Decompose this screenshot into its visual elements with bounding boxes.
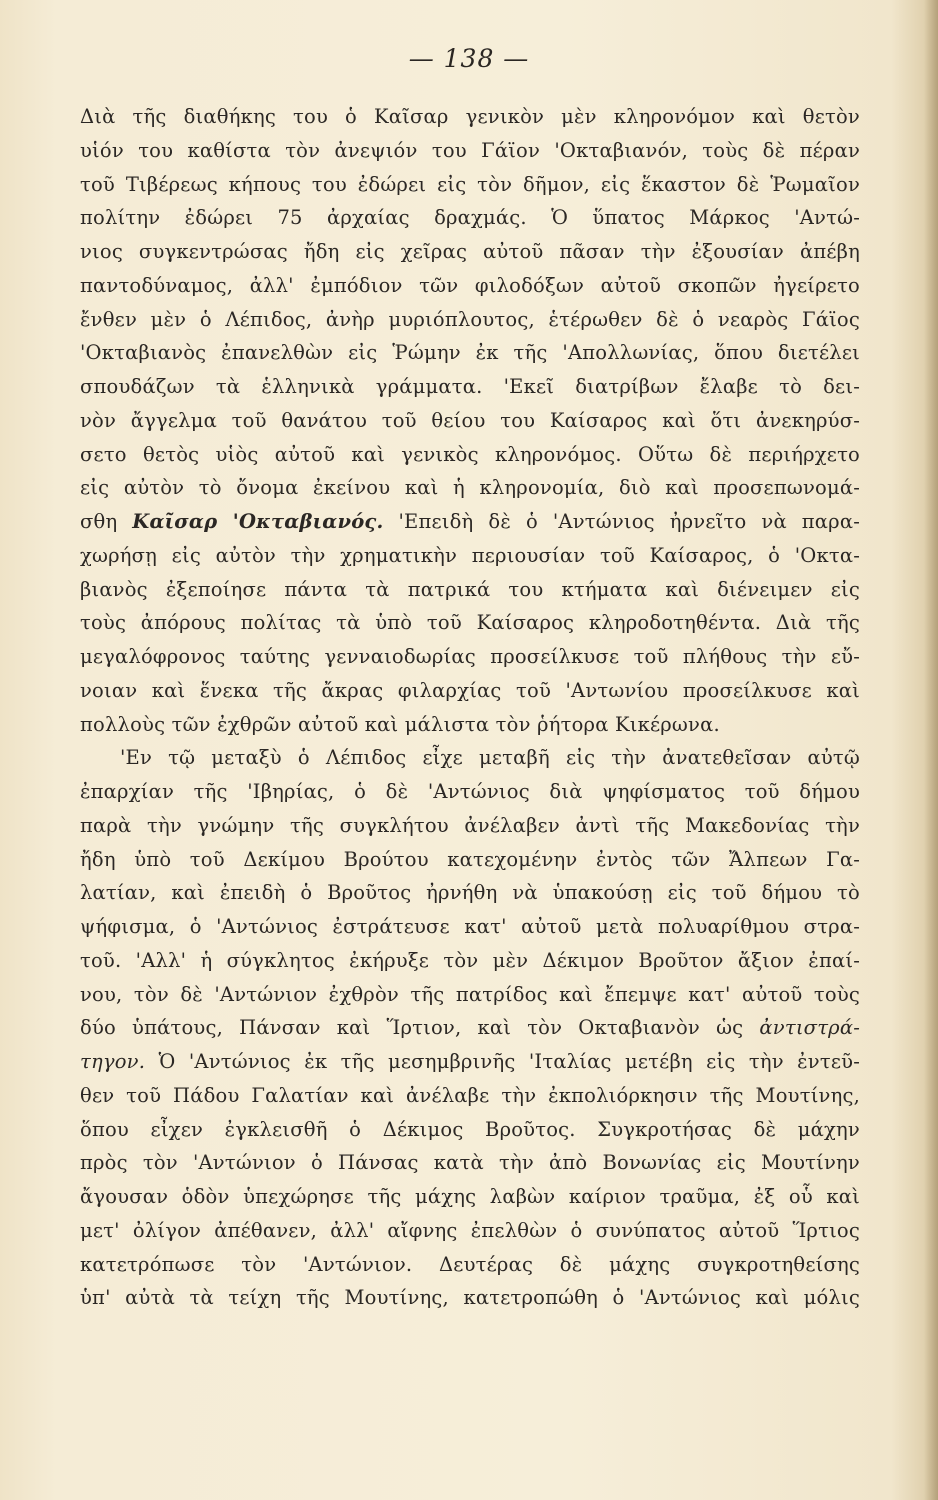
emphasized-term: τηγον. (80, 1050, 146, 1073)
text-line: ἔνθεν μὲν ὁ Λέπιδος, ἀνὴρ μυριόπλουτος, ἑτέρωθεν δὲ ὁ νεαρὸς Γάϊος (80, 307, 860, 331)
text-line: τηγον. Ὁ 'Αντώνιος ἐκ τῆς μεσημβρινῆς 'Ιταλίας μετέβη εἰς τὴν ἐντεῦ- (80, 1050, 860, 1073)
text-line: τοῦ Τιβέρεως κήπους του ἐδώρει εἰς τὸν δῆμον, εἰς ἕκαστον δὲ Ῥωμαῖον (80, 172, 860, 196)
emphasized-term: ἀντιστρά- (759, 1016, 860, 1040)
text-line: παρὰ τὴν γνώμην τῆς συγκλήτου ἀνέλαβεν ἀντὶ τῆς Μακεδονίας τὴν (80, 813, 860, 837)
text-line: παντοδύναμος, ἀλλ' ἐμπόδιον τῶν φιλοδόξων αὐτοῦ σκοπῶν ἠγείρετο (80, 273, 860, 297)
emphasized-name: Καῖσαρ 'Οκταβιανός. (132, 510, 384, 533)
text-line: νιος συγκεντρώσας ἤδη εἰς χεῖρας αὐτοῦ πᾶσαν τὴν ἐξουσίαν ἀπέβη (80, 240, 860, 263)
text-line: τοῦ. 'Αλλ' ἡ σύγκλητος ἐκήρυξε τὸν μὲν Δέκιμον Βροῦτον ἄξιον ἐπαί- (80, 948, 860, 972)
text-line: πρὸς τὸν 'Αντώνιον ὁ Πάνσας κατὰ τὴν ἀπὸ Βονωνίας εἰς Μουτίνην (80, 1151, 860, 1175)
text-line: σπουδάζων τὰ ἑλληνικὰ γράμματα. 'Εκεῖ διατρίβων ἔλαβε τὸ δει- (80, 375, 860, 398)
text-line: σετο θετὸς υἱὸς αὐτοῦ καὶ γενικὸς κληρονόμος. Οὕτω δὲ περιήρχετο (80, 442, 860, 466)
text-line-paragraph-start: 'Εν τῷ μεταξὺ ὁ Λέπιδος εἶχε μεταβῆ εἰς τὴν ἀνατεθεῖσαν αὐτῷ (120, 746, 860, 770)
text-line: νου, τὸν δὲ 'Αντώνιον ἐχθρὸν τῆς πατρίδος καὶ ἔπεμψε κατ' αὐτοῦ τοὺς (80, 982, 860, 1006)
text-line: εἰς αὐτὸν τὸ ὄνομα ἐκείνου καὶ ἡ κληρονομία, διὸ καὶ προσεπωνομά- (80, 476, 860, 500)
text-line: ψήφισμα, ὁ 'Αντώνιος ἐστράτευσε κατ' αὐτοῦ μετὰ πολυαρίθμου στρα- (80, 915, 860, 938)
text-line: μετ' ὀλίγον ἀπέθανεν, ἀλλ' αἴφνης ἐπελθὼν ὁ συνύπατος αὐτοῦ Ἵρτιος (80, 1218, 860, 1242)
text-line: πολίτην ἐδώρει 75 ἀρχαίας δραχμάς. Ὁ ὕπατος Μάρκος 'Αντώ- (80, 206, 860, 230)
text-line: νοιαν καὶ ἕνεκα τῆς ἄκρας φιλαρχίας τοῦ 'Αντωνίου προσείλκυσε καὶ (80, 678, 860, 702)
text-line: δύο ὑπάτους, Πάνσαν καὶ Ἵρτιον, καὶ τὸν Οκταβιανὸν ὡς ἀντιστρά- (80, 1016, 860, 1040)
text-line: μεγαλόφρονος ταύτης γενναιοδωρίας προσείλκυσε τοῦ πλήθους τὴν εὔ- (80, 645, 860, 668)
text-line: ὅπου εἶχεν ἐγκλεισθῆ ὁ Δέκιμος Βροῦτος. Συγκροτήσας δὲ μάχην (80, 1117, 860, 1141)
text-line: υἱόν του καθίστα τὸν ἀνεψιόν του Γάϊον 'Οκταβιανόν, τοὺς δὲ πέραν (80, 138, 860, 162)
text-line: τοὺς ἀπόρους πολίτας τὰ ὑπὸ τοῦ Καίσαρος κληροδοτηθέντα. Διὰ τῆς (80, 611, 860, 635)
body-text (80, 100, 860, 1315)
text-line: χωρήσῃ εἰς αὐτὸν τὴν χρηματικὴν περιουσίαν τοῦ Καίσαρος, ὁ 'Οκτα- (80, 543, 860, 567)
text-line: θεν τοῦ Πάδου Γαλατίαν καὶ ἀνέλαβε τὴν ἐκπολιόρκησιν τῆς Μουτίνης, (80, 1083, 860, 1107)
text-line: βιανὸς ἐξεποίησε πάντα τὰ πατρικά του κτήματα καὶ διένειμεν εἰς (80, 577, 860, 601)
page-edge-shadow (924, 0, 938, 1500)
text-line: νὸν ἄγγελμα τοῦ θανάτου τοῦ θείου του Καίσαρος καὶ ὅτι ἀνεκηρύσ- (80, 408, 860, 432)
text-line: ἄγουσαν ὁδὸν ὑπεχώρησε τῆς μάχης λαβὼν καίριον τραῦμα, ἐξ οὗ καὶ (80, 1185, 860, 1208)
page-number: — 138 — (408, 44, 530, 73)
text-line: 'Οκταβιανὸς ἐπανελθὼν εἰς Ῥώμην ἐκ τῆς 'Απολλωνίας, ὅπου διετέλει (80, 341, 860, 365)
text-line: κατετρόπωσε τὸν 'Αντώνιον. Δευτέρας δὲ μάχης συγκροτηθείσης (80, 1252, 860, 1276)
text-line: ἐπαρχίαν τῆς 'Ιβηρίας, ὁ δὲ 'Αντώνιος διὰ ψηφίσματος τοῦ δήμου (80, 780, 860, 803)
text-line-paragraph-end: πολλοὺς τῶν ἐχθρῶν αὐτοῦ καὶ μάλιστα τὸν ῥήτορα Κικέρωνα. (80, 712, 720, 736)
text-line: ἤδη ὑπὸ τοῦ Δεκίμου Βρούτου κατεχομένην ἐντὸς τῶν Ἄλπεων Γα- (80, 847, 860, 871)
text-line: σθη Καῖσαρ 'Οκταβιανός. 'Επειδὴ δὲ ὁ 'Αντώνιος ἠρνεῖτο νὰ παρα- (80, 510, 860, 533)
text-line: Διὰ τῆς διαθήκης του ὁ Καῖσαρ γενικὸν μὲν κληρονόμον καὶ θετὸν (80, 105, 860, 128)
text-line: ὑπ' αὐτὰ τὰ τείχη τῆς Μουτίνης, κατετροπώθη ὁ 'Αντώνιος καὶ μόλις (80, 1286, 860, 1310)
text-line: λατίαν, καὶ ἐπειδὴ ὁ Βροῦτος ἠρνήθη νὰ ὑπακούσῃ εἰς τοῦ δήμου τὸ (80, 881, 860, 905)
